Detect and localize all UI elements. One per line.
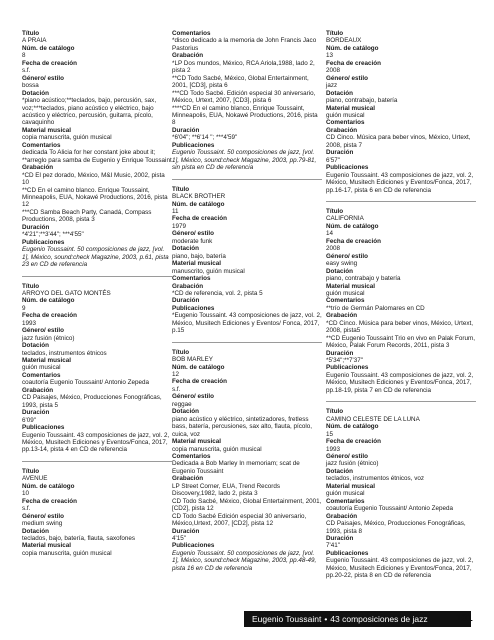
field-label: Dotación xyxy=(326,467,353,475)
field-value: Eugenio Toussaint. 43 composiciones de jazz, vol. 2, México, Musitech Ediciones y Eventos/Fonca, 2017, pp.18-19, pista 7 en CD de referencia xyxy=(326,371,474,394)
field-label: Duración xyxy=(326,349,354,357)
field-value: BOB MARLEY xyxy=(172,356,213,364)
entry-divider xyxy=(326,401,476,402)
field-value: piano, bajo, batería xyxy=(172,252,226,260)
catalog-entry xyxy=(22,276,172,454)
field-label: Material musical xyxy=(22,542,71,550)
field-value: *disco dedicado a la memoria de John Francis Jaco Pastorius xyxy=(172,37,317,52)
field-value: *LP Dos mundos, México, RCA Ariola,1988, lado 2, pista 2 xyxy=(172,59,315,75)
field-value: jazz fusión (étnico) xyxy=(22,334,75,342)
field-value: Eugenio Toussaint. 50 composiciones de jazz, [vol. 1], México, sound:check Magazine, 2003, p.61, pista 23 en CD de referencia xyxy=(22,246,169,269)
field-label: Comentarios xyxy=(326,297,365,305)
field-value: teclados, bajo, batería, flauta, saxofones xyxy=(22,535,136,542)
field-value: piano, contrabajo y batería xyxy=(326,275,401,283)
field-label: Fecha de creación xyxy=(172,215,227,223)
field-value: *6'04"; **6'14 "; ***4'59" xyxy=(172,134,238,142)
field-label: Núm. de catálogo xyxy=(326,423,379,431)
field-label: Fecha de creación xyxy=(172,378,227,386)
entry-divider xyxy=(22,461,172,462)
field-label: Grabación xyxy=(326,126,358,134)
field-label: Núm. de catálogo xyxy=(172,363,225,371)
field-label: Comentarios xyxy=(172,275,211,283)
field-value: s.f. xyxy=(172,385,181,393)
field-label: Material musical xyxy=(172,438,221,446)
field-label: Grabación xyxy=(326,512,358,520)
field-label: Género/ estilo xyxy=(172,393,214,401)
field-label: Grabación xyxy=(326,312,358,320)
field-label: Núm. de catálogo xyxy=(326,44,379,52)
field-value: 1979 xyxy=(172,222,187,230)
field-label: Género/ estilo xyxy=(326,74,368,82)
field-label: Duración xyxy=(22,409,50,417)
field-label: Material musical xyxy=(326,282,375,290)
field-label: Grabación xyxy=(172,52,204,60)
field-value: s.f. xyxy=(22,505,31,513)
field-label: Material musical xyxy=(326,104,375,112)
field-label: Título xyxy=(22,30,40,37)
field-label: Comentarios xyxy=(326,119,365,127)
catalog-column-1 xyxy=(22,30,172,564)
catalog-column-2 xyxy=(172,30,322,579)
field-label: Género/ estilo xyxy=(326,453,368,461)
field-value: CALIFORNIA xyxy=(326,215,364,223)
field-label: Comentarios xyxy=(172,30,211,37)
field-label: Título xyxy=(326,207,344,215)
field-label: Género/ estilo xyxy=(172,230,214,238)
catalog-entry xyxy=(22,461,172,557)
field-label: Duración xyxy=(172,126,200,134)
field-value: coautoría Eugenio Toussaint/ Antonio Zepeda xyxy=(22,379,149,387)
field-value: ARROYO DEL GATO MONTÉS xyxy=(22,289,111,297)
field-value: **trío de Germán Palomares en CD xyxy=(326,304,425,312)
field-value: ****CD En el camino blanco, Enrique Toussaint, Minneapolis, EUA, Nokawé Productions, 2016, pista 8 xyxy=(172,104,318,127)
catalog-entry xyxy=(326,401,476,579)
field-value: **CD Eugenio Toussaint Trio en vivo en Palak Forum, México, Palak Forum Records, 2011, pista 3 xyxy=(326,334,475,350)
field-value: 2008 xyxy=(326,67,341,75)
field-label: Dotación xyxy=(326,89,353,97)
field-value: AVENUE xyxy=(22,475,48,483)
field-label: Fecha de creación xyxy=(326,237,381,245)
field-value: CD Paisajes, México, Producciones Fonográficas, 1993, pista 5 xyxy=(22,394,162,409)
catalog-entry xyxy=(172,179,322,335)
field-label: Núm. de catálogo xyxy=(172,200,225,208)
field-label: Publicaciones xyxy=(172,542,215,550)
field-value: 11 xyxy=(172,207,179,215)
catalog-column-3 xyxy=(326,30,476,587)
field-value: ***CD Todo Sacbé. Edición especial 30 aniversario, México, Urtext, 2007, [CD3], pista 6 xyxy=(172,89,316,105)
field-value: BLACK BROTHER xyxy=(172,193,226,201)
entry-divider xyxy=(172,342,322,343)
field-label: Dotación xyxy=(22,342,49,350)
field-value: CD Todo Sacbé, México, Global Entertainment, 2001,[CD2], pista 12 xyxy=(172,497,322,513)
field-value: 6'57" xyxy=(326,156,340,164)
field-value: 2008 xyxy=(326,245,341,253)
field-value: Eugenio Toussaint. 43 composiciones de jazz, vol. 2, México, Musitech Ediciones y Eventos/Fonca, 2017, pp.16-17, pista 6 en CD de referencia xyxy=(326,171,474,194)
field-value: 7'41" xyxy=(326,542,340,550)
field-label: Género/ estilo xyxy=(22,327,64,335)
field-label: Comentarios xyxy=(22,371,61,379)
field-value: LP Street Corner, EUA, Trend Records Discovery,1982, lado 2, pista 3 xyxy=(172,482,281,498)
field-value: CD Todo Sacbé Edición especial 30 aniversario, México,Urtext, 2007, [CD2], pista 12 xyxy=(172,512,307,528)
field-label: Título xyxy=(326,30,344,37)
field-label: Duración xyxy=(326,149,354,157)
field-value: 10 xyxy=(22,490,30,498)
field-label: Duración xyxy=(172,527,200,535)
field-value: *CD El pez dorado, México, M&I Music, 2002, pista 10 xyxy=(22,171,165,187)
field-label: Fecha de creación xyxy=(22,497,77,505)
field-label: Título xyxy=(22,282,40,290)
field-value: jazz xyxy=(326,82,338,90)
catalog-entry xyxy=(22,30,172,269)
field-value: 4'15" xyxy=(172,535,186,542)
field-label: Grabación xyxy=(172,282,204,290)
field-label: Publicaciones xyxy=(172,304,215,312)
field-value: *piano acústico;**teclados, bajo, percusión, sax, voz;***teclados, piano acústico y eléctrico, bajo acústico y eléctrico, percusión, guitarra, pícolo, cavaquinho xyxy=(22,97,157,127)
entry-divider xyxy=(22,276,172,277)
catalog-entry xyxy=(172,342,322,573)
field-label: Grabación xyxy=(22,386,54,394)
field-value: 12 xyxy=(172,371,180,379)
field-label: Publicaciones xyxy=(326,164,369,172)
catalog-entry xyxy=(326,30,476,194)
field-value: 9 xyxy=(22,304,26,312)
field-value: easy swing xyxy=(326,260,358,268)
field-label: Publicaciones xyxy=(326,549,369,557)
footer-author: Eugenio Toussaint xyxy=(252,614,322,624)
field-value: Dedicada a Bob Marley In memoriam; scat de Eugenio Toussaint xyxy=(172,460,300,475)
field-value: teclados, instrumentos étnicos xyxy=(22,349,107,357)
entry-divider xyxy=(172,179,322,180)
field-label: Material musical xyxy=(326,482,375,490)
footer-book-title: 43 composiciones de jazz xyxy=(330,614,428,624)
field-value: A PRAIA xyxy=(22,37,47,45)
field-label: Fecha de creación xyxy=(326,438,381,446)
field-value: copia manuscrita, guión musical xyxy=(22,134,112,142)
field-label: Publicaciones xyxy=(172,141,215,149)
field-label: Núm. de catálogo xyxy=(22,44,75,52)
field-label: Título xyxy=(172,348,190,356)
field-label: Publicaciones xyxy=(326,364,369,372)
field-value: *5'34";**7'37" xyxy=(326,357,363,365)
field-value: moderate funk xyxy=(172,237,213,245)
field-value: coautoría Eugenio Toussaint/ Antonio Zepeda xyxy=(326,505,453,513)
field-value: ***CD Samba Beach Party, Canadá, Compass Productions, 2008, pista 3 xyxy=(22,208,152,224)
field-label: Núm. de catálogo xyxy=(22,297,75,305)
field-value: CD Paisajes, México, Producciones Fonográficas, 1993, pista 8 xyxy=(326,520,466,535)
field-label: Género/ estilo xyxy=(22,74,64,82)
field-label: Fecha de creación xyxy=(22,59,77,67)
field-value: reggae xyxy=(172,400,192,408)
field-label: Género/ estilo xyxy=(326,252,368,260)
field-value: guión musical xyxy=(22,364,61,372)
field-label: Dotación xyxy=(326,267,353,275)
field-label: Núm. de catálogo xyxy=(22,482,75,490)
field-value: Eugenio Toussaint. 43 composiciones de jazz, vol. 2, México, Musitech Ediciones y Eventos/Fonca, 2017, pp.13-14, pista 4 en CD de referencia xyxy=(22,431,170,454)
field-label: Publicaciones xyxy=(22,238,65,246)
field-label: Fecha de creación xyxy=(22,312,77,320)
field-label: Comentarios xyxy=(172,453,211,461)
field-value: Eugenio Toussaint. 50 composiciones de jazz, [vol. 1], México, sound:check Magazine, 2003, pp.79-81, sin pista en CD de referencia xyxy=(172,149,317,172)
field-label: Fecha de creación xyxy=(326,59,381,67)
field-label: Material musical xyxy=(22,357,71,365)
field-label: Comentarios xyxy=(326,497,365,505)
footer-bullet: • xyxy=(324,614,328,624)
field-value: copia manuscrita, guión musical xyxy=(172,445,262,453)
field-value: *CD de referencia, vol. 2, pista 5 xyxy=(172,289,263,297)
catalog-entry xyxy=(326,201,476,394)
field-label: Publicaciones xyxy=(22,424,65,432)
field-label: Duración xyxy=(172,297,200,305)
field-value: 1993 xyxy=(326,445,341,453)
field-value: BORDEAUX xyxy=(326,37,362,45)
field-value: guión musical xyxy=(326,490,365,498)
field-value: *4'21";**3'44"; ***4'55" xyxy=(22,231,84,239)
field-value: Eugenio Toussaint. 43 composiciones de jazz, vol. 2, México, Musitech Ediciones y Eventos/Fonca, 2017, pp.20-22, pista 8 en CD de referencia xyxy=(326,557,474,580)
field-label: Duración xyxy=(22,223,50,231)
field-value: *Eugenio Toussaint. 43 composiciones de jazz, vol. 2, México, Musitech Ediciones y Eventos/ Fonca, 2017, p.15 xyxy=(172,312,322,335)
field-value: jazz fusión (étnico) xyxy=(326,460,379,468)
field-value: 8 xyxy=(22,52,26,60)
field-label: Dotación xyxy=(172,408,199,416)
field-value: medium swing xyxy=(22,520,63,528)
field-value: 14 xyxy=(326,230,334,238)
page-number: 101 xyxy=(456,613,473,624)
field-label: Título xyxy=(172,185,190,193)
field-value: bossa xyxy=(22,82,39,90)
field-value: CD Cinco. Música para beber vinos, México, Urtext, 2008, pista 7 xyxy=(326,134,471,149)
field-value: 15 xyxy=(326,430,334,438)
footer-banner xyxy=(244,611,471,627)
field-value: 13 xyxy=(326,52,334,60)
field-label: Título xyxy=(326,408,344,416)
catalog-entry xyxy=(172,30,322,172)
field-value: s.f. xyxy=(22,67,31,75)
field-label: Núm. de catálogo xyxy=(326,222,379,230)
field-label: Grabación xyxy=(172,475,204,483)
field-value: 6'09" xyxy=(22,416,36,424)
field-value: piano, contrabajo, batería xyxy=(326,97,398,105)
field-value: **CD En el camino blanco. Enrique Toussaint, Minneapolis, EUA, Nokawé Productions, 2016, pista 12 xyxy=(22,186,168,209)
field-value: CAMINO CELESTE DE LA LUNA xyxy=(326,415,420,423)
field-label: Título xyxy=(22,467,40,475)
field-value: Eugenio Toussaint. 50 composiciones de jazz, [vol. 1], México, sound:check Magazine, 2003, pp.48-49, pista 16 en CD de referencia xyxy=(172,549,317,572)
field-label: Material musical xyxy=(22,126,71,134)
field-label: Género/ estilo xyxy=(22,512,64,520)
field-label: Comentarios xyxy=(22,141,61,149)
field-label: Dotación xyxy=(22,89,49,97)
field-value: guión musical xyxy=(326,289,365,297)
field-value: copia manuscrita, guión musical xyxy=(22,549,112,557)
field-label: Grabación xyxy=(22,164,54,172)
field-label: Dotación xyxy=(22,527,49,535)
field-value: guión musical xyxy=(326,111,365,119)
field-label: Material musical xyxy=(172,260,221,268)
entry-divider xyxy=(326,201,476,202)
field-value: 1993 xyxy=(22,319,37,327)
field-value: **CD Todo Sacbé, México, Global Entertainment, 2001, [CD3], pista 6 xyxy=(172,74,309,90)
field-value: teclados, instrumentos étnicos, voz xyxy=(326,475,424,483)
field-value: piano acústico y eléctrico, sintetizadores, fretless bass, batería, percusiones, sax alto, flauta, pícolo, cuica, voz xyxy=(172,415,313,438)
field-value: *CD Cinco. Música para beber vinos, México, Urtext, 2008, pista5 xyxy=(326,319,473,335)
field-label: Dotación xyxy=(172,245,199,253)
field-value: manuscrito, guión musical xyxy=(172,267,245,275)
field-value: dedicada To Alicia for her constant joke about it; **arreglo para samba de Eugenio y Enrique Toussaint xyxy=(22,149,172,164)
field-label: Duración xyxy=(326,535,354,542)
